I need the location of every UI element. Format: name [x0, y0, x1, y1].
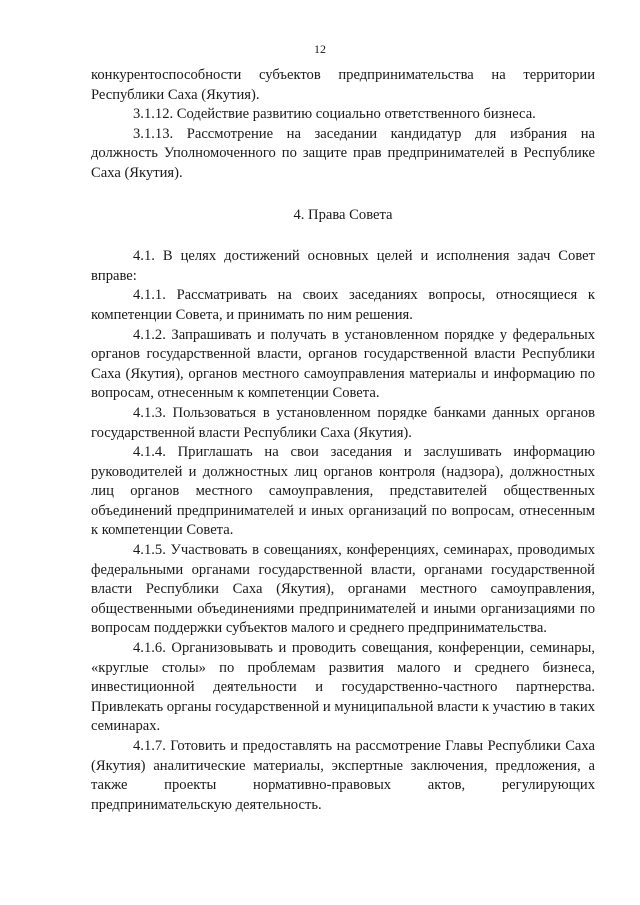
paragraph-continuation: конкурентоспособности субъектов предпринимательства на территории Республики Саха (Якутия).	[91, 67, 595, 103]
paragraph-4-1-2: 4.1.2. Запрашивать и получать в установленном порядке у федеральных органов государственной власти, органов государственной власти Республики Саха (Якутия), органов местного самоуправления материалы и информацию по вопросам, отнесенным к компетенции Совета.	[91, 326, 595, 402]
paragraph-3-1-12: 3.1.12. Содействие развитию социально ответственного бизнеса.	[133, 106, 536, 123]
paragraph-3-1-13: 3.1.13. Рассмотрение на заседании кандидатур для избрания на должность Уполномоченного по защите прав предпринимателей в Республике Саха (Якутия).	[91, 125, 595, 181]
paragraph-4-1-3: 4.1.3. Пользоваться в установленном порядке банками данных органов государственной власти Республики Саха (Якутия).	[91, 404, 595, 441]
section-heading: 4. Права Совета	[293, 206, 393, 223]
paragraph-4-1-4: 4.1.4. Приглашать на свои заседания и заслушивать информацию руководителей и должностных лиц органов контроля (надзора), должностных лиц органов местного самоуправления, представителей общественных объединений предпринимателей и иных организаций по вопросам, отнесенным к компетенции Совета.	[91, 444, 595, 539]
paragraph-4-1-1: 4.1.1. Рассматривать на своих заседаниях вопросы, относящиеся к компетенции Совета, и принимать по ним решения.	[91, 287, 595, 323]
document-body	[91, 66, 595, 815]
page-number: 12	[314, 42, 326, 56]
paragraph-4-1-6: 4.1.6. Организовывать и проводить совещания, конференции, семинары, «круглые столы» по проблемам развития малого и среднего бизнеса, инвестиционной деятельности и государственно-частного партнерства. Привлекать органы государственной и муниципальной власти к участию в таких семинарах.	[91, 640, 595, 735]
paragraph-4-1-7: 4.1.7. Готовить и предоставлять на рассмотрение Главы Республики Саха (Якутия) аналитические материалы, экспертные заключения, предложения, а также проекты нормативно-правовых актов, регулирующих предпринимательскую деятельность.	[91, 738, 595, 813]
paragraph-4-1-5: 4.1.5. Участвовать в совещаниях, конференциях, семинарах, проводимых федеральными органами государственной власти, органами государственной власти Республики Саха (Якутия), органами местного самоуправления, общественными объединениями предпринимателей и иными организациями по вопросам поддержки субъектов малого и среднего предпринимательства.	[91, 542, 595, 637]
paragraph-4-1: 4.1. В целях достижений основных целей и исполнения задач Совет вправе:	[91, 248, 595, 284]
